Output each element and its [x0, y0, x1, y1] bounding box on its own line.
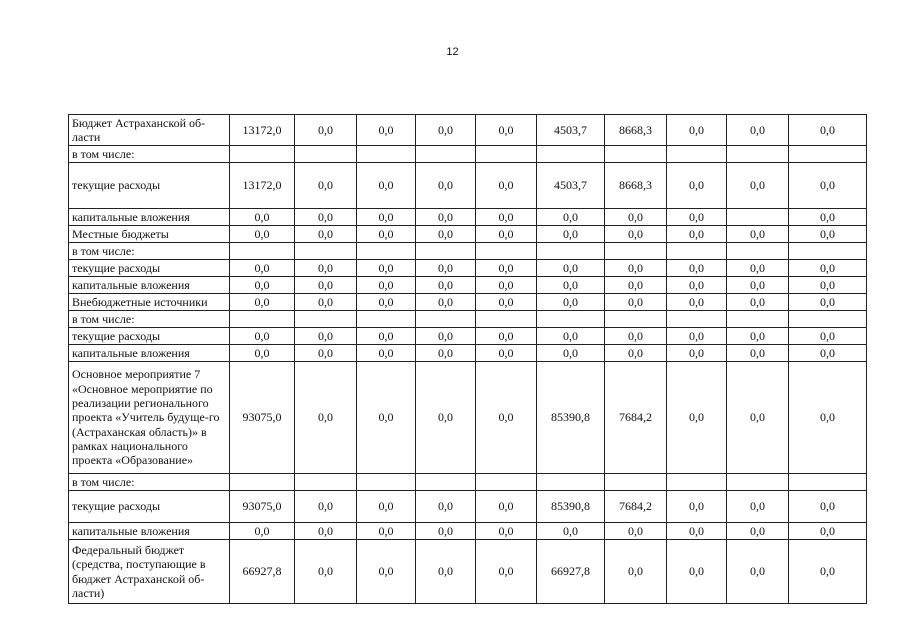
- value-cell: 0,0: [667, 491, 727, 523]
- value-cell: 0,0: [476, 209, 537, 226]
- value-cell: [295, 146, 357, 163]
- value-cell: [605, 146, 667, 163]
- value-cell: 0,0: [667, 328, 727, 345]
- row-label: в том числе:: [69, 146, 230, 163]
- value-cell: 0,0: [667, 115, 727, 146]
- row-label: Бюджет Астраханской об-ласти: [69, 115, 230, 146]
- value-cell: [357, 243, 416, 260]
- value-cell: 0,0: [537, 277, 605, 294]
- value-cell: [537, 474, 605, 491]
- value-cell: 0,0: [727, 115, 789, 146]
- value-cell: [230, 474, 295, 491]
- value-cell: 0,0: [230, 294, 295, 311]
- table-row: [69, 163, 867, 209]
- value-cell: 0,0: [727, 277, 789, 294]
- value-cell: 0,0: [295, 362, 357, 474]
- budget-table: [68, 114, 867, 604]
- value-cell: 66927,8: [537, 540, 605, 604]
- value-cell: 0,0: [605, 294, 667, 311]
- value-cell: 66927,8: [230, 540, 295, 604]
- value-cell: 0,0: [476, 491, 537, 523]
- value-cell: [357, 474, 416, 491]
- table-row: [69, 311, 867, 328]
- value-cell: 0,0: [295, 226, 357, 243]
- value-cell: 0,0: [537, 226, 605, 243]
- value-cell: [476, 474, 537, 491]
- table-row: [69, 209, 867, 226]
- table-row: [69, 226, 867, 243]
- value-cell: 0,0: [357, 540, 416, 604]
- value-cell: 0,0: [416, 540, 476, 604]
- value-cell: [727, 474, 789, 491]
- value-cell: 0,0: [605, 277, 667, 294]
- table-row: [69, 523, 867, 540]
- row-label: Основное мероприятие 7 «Основное мероприятие по реализации регионального проекта «Учитель будуще-го (Астраханская область)» в рамках национального проекта «Образование»: [69, 362, 230, 474]
- value-cell: 0,0: [789, 209, 867, 226]
- value-cell: 0,0: [230, 523, 295, 540]
- value-cell: 0,0: [667, 260, 727, 277]
- value-cell: [667, 311, 727, 328]
- value-cell: 0,0: [476, 115, 537, 146]
- value-cell: [605, 474, 667, 491]
- value-cell: 0,0: [357, 277, 416, 294]
- row-label: капитальные вложения: [69, 209, 230, 226]
- value-cell: 0,0: [727, 345, 789, 362]
- table-row: [69, 474, 867, 491]
- value-cell: 0,0: [416, 260, 476, 277]
- value-cell: 0,0: [416, 115, 476, 146]
- value-cell: [667, 243, 727, 260]
- value-cell: [727, 146, 789, 163]
- value-cell: 0,0: [605, 345, 667, 362]
- value-cell: 0,0: [605, 209, 667, 226]
- value-cell: [789, 146, 867, 163]
- table-row: [69, 294, 867, 311]
- value-cell: [537, 243, 605, 260]
- value-cell: 0,0: [230, 345, 295, 362]
- value-cell: [416, 243, 476, 260]
- value-cell: 0,0: [605, 523, 667, 540]
- value-cell: 0,0: [789, 294, 867, 311]
- table-row: [69, 260, 867, 277]
- table-row: [69, 362, 867, 474]
- value-cell: 0,0: [357, 362, 416, 474]
- value-cell: 0,0: [295, 540, 357, 604]
- value-cell: 0,0: [416, 345, 476, 362]
- value-cell: 0,0: [789, 226, 867, 243]
- value-cell: [727, 243, 789, 260]
- value-cell: 0,0: [230, 277, 295, 294]
- value-cell: 0,0: [727, 163, 789, 209]
- value-cell: 0,0: [476, 540, 537, 604]
- value-cell: 0,0: [230, 226, 295, 243]
- value-cell: 13172,0: [230, 163, 295, 209]
- value-cell: [537, 311, 605, 328]
- row-label: текущие расходы: [69, 328, 230, 345]
- value-cell: 0,0: [727, 328, 789, 345]
- value-cell: 0,0: [476, 523, 537, 540]
- value-cell: 0,0: [416, 226, 476, 243]
- value-cell: 0,0: [667, 294, 727, 311]
- value-cell: 0,0: [357, 523, 416, 540]
- row-label: Федеральный бюджет (средства, поступающие в бюджет Астраханской об-ласти): [69, 540, 230, 604]
- value-cell: [416, 311, 476, 328]
- value-cell: 0,0: [295, 163, 357, 209]
- value-cell: 0,0: [476, 345, 537, 362]
- table-row: [69, 540, 867, 604]
- value-cell: 0,0: [789, 523, 867, 540]
- row-label: Внебюджетные источники: [69, 294, 230, 311]
- value-cell: 0,0: [476, 260, 537, 277]
- value-cell: 0,0: [357, 345, 416, 362]
- value-cell: [230, 146, 295, 163]
- value-cell: 0,0: [476, 226, 537, 243]
- value-cell: 0,0: [295, 209, 357, 226]
- value-cell: 0,0: [537, 209, 605, 226]
- table-row: [69, 328, 867, 345]
- value-cell: 0,0: [789, 362, 867, 474]
- value-cell: 0,0: [416, 294, 476, 311]
- value-cell: 93075,0: [230, 491, 295, 523]
- row-label: в том числе:: [69, 474, 230, 491]
- row-label: в том числе:: [69, 243, 230, 260]
- value-cell: [605, 243, 667, 260]
- value-cell: 0,0: [789, 163, 867, 209]
- value-cell: 0,0: [667, 540, 727, 604]
- value-cell: 0,0: [537, 260, 605, 277]
- value-cell: 0,0: [537, 328, 605, 345]
- value-cell: 8668,3: [605, 115, 667, 146]
- value-cell: [416, 474, 476, 491]
- value-cell: [667, 146, 727, 163]
- value-cell: 0,0: [357, 491, 416, 523]
- value-cell: [295, 311, 357, 328]
- value-cell: 0,0: [727, 260, 789, 277]
- value-cell: 0,0: [357, 209, 416, 226]
- value-cell: 0,0: [789, 491, 867, 523]
- value-cell: [230, 311, 295, 328]
- value-cell: 0,0: [295, 115, 357, 146]
- value-cell: 0,0: [295, 277, 357, 294]
- value-cell: 0,0: [295, 523, 357, 540]
- value-cell: 0,0: [727, 523, 789, 540]
- value-cell: 0,0: [295, 328, 357, 345]
- value-cell: 93075,0: [230, 362, 295, 474]
- value-cell: [476, 311, 537, 328]
- value-cell: 0,0: [476, 362, 537, 474]
- table-row: [69, 345, 867, 362]
- value-cell: [789, 474, 867, 491]
- value-cell: [357, 146, 416, 163]
- value-cell: 0,0: [357, 294, 416, 311]
- value-cell: 0,0: [789, 260, 867, 277]
- value-cell: 0,0: [357, 226, 416, 243]
- value-cell: [537, 146, 605, 163]
- value-cell: 0,0: [789, 540, 867, 604]
- value-cell: 4503,7: [537, 115, 605, 146]
- table-row: [69, 243, 867, 260]
- value-cell: 0,0: [789, 277, 867, 294]
- value-cell: 0,0: [416, 209, 476, 226]
- value-cell: [416, 146, 476, 163]
- value-cell: 0,0: [667, 345, 727, 362]
- value-cell: 0,0: [789, 115, 867, 146]
- value-cell: 0,0: [476, 277, 537, 294]
- table-row: [69, 277, 867, 294]
- value-cell: 0,0: [667, 277, 727, 294]
- value-cell: 0,0: [667, 226, 727, 243]
- value-cell: 8668,3: [605, 163, 667, 209]
- value-cell: 0,0: [416, 491, 476, 523]
- value-cell: 0,0: [727, 294, 789, 311]
- value-cell: 0,0: [295, 345, 357, 362]
- value-cell: [789, 243, 867, 260]
- value-cell: 0,0: [357, 260, 416, 277]
- value-cell: 0,0: [357, 163, 416, 209]
- value-cell: [230, 243, 295, 260]
- value-cell: 7684,2: [605, 362, 667, 474]
- value-cell: 0,0: [789, 345, 867, 362]
- value-cell: 0,0: [295, 294, 357, 311]
- value-cell: 0,0: [416, 523, 476, 540]
- value-cell: [605, 311, 667, 328]
- row-label: текущие расходы: [69, 491, 230, 523]
- value-cell: 0,0: [667, 362, 727, 474]
- page-number: 12: [446, 46, 459, 58]
- value-cell: 13172,0: [230, 115, 295, 146]
- value-cell: 0,0: [230, 260, 295, 277]
- value-cell: 0,0: [416, 163, 476, 209]
- value-cell: [789, 311, 867, 328]
- value-cell: 0,0: [667, 209, 727, 226]
- value-cell: 0,0: [416, 277, 476, 294]
- value-cell: 0,0: [667, 163, 727, 209]
- value-cell: 0,0: [230, 328, 295, 345]
- value-cell: [295, 474, 357, 491]
- value-cell: [727, 311, 789, 328]
- value-cell: 0,0: [667, 523, 727, 540]
- row-label: Местные бюджеты: [69, 226, 230, 243]
- value-cell: 0,0: [230, 209, 295, 226]
- value-cell: 0,0: [605, 328, 667, 345]
- value-cell: 0,0: [727, 491, 789, 523]
- value-cell: 0,0: [357, 328, 416, 345]
- value-cell: 0,0: [476, 328, 537, 345]
- value-cell: 0,0: [789, 328, 867, 345]
- value-cell: [295, 243, 357, 260]
- value-cell: [476, 146, 537, 163]
- value-cell: 7684,2: [605, 491, 667, 523]
- value-cell: [667, 474, 727, 491]
- value-cell: [476, 243, 537, 260]
- value-cell: 0,0: [476, 163, 537, 209]
- value-cell: 0,0: [476, 294, 537, 311]
- table-row: [69, 146, 867, 163]
- value-cell: 0,0: [295, 491, 357, 523]
- row-label: в том числе:: [69, 311, 230, 328]
- value-cell: 0,0: [416, 362, 476, 474]
- row-label: капитальные вложения: [69, 523, 230, 540]
- value-cell: 0,0: [537, 345, 605, 362]
- value-cell: 0,0: [357, 115, 416, 146]
- value-cell: 85390,8: [537, 491, 605, 523]
- value-cell: 85390,8: [537, 362, 605, 474]
- row-label: капитальные вложения: [69, 277, 230, 294]
- value-cell: 0,0: [727, 362, 789, 474]
- value-cell: 0,0: [537, 294, 605, 311]
- value-cell: 0,0: [727, 226, 789, 243]
- value-cell: [727, 209, 789, 226]
- value-cell: 0,0: [605, 540, 667, 604]
- row-label: текущие расходы: [69, 260, 230, 277]
- row-label: текущие расходы: [69, 163, 230, 209]
- table-row: [69, 491, 867, 523]
- table-row: [69, 115, 867, 146]
- value-cell: [357, 311, 416, 328]
- value-cell: 0,0: [605, 226, 667, 243]
- value-cell: 0,0: [537, 523, 605, 540]
- value-cell: 0,0: [727, 540, 789, 604]
- value-cell: 0,0: [605, 260, 667, 277]
- value-cell: 0,0: [416, 328, 476, 345]
- value-cell: 4503,7: [537, 163, 605, 209]
- row-label: капитальные вложения: [69, 345, 230, 362]
- value-cell: 0,0: [295, 260, 357, 277]
